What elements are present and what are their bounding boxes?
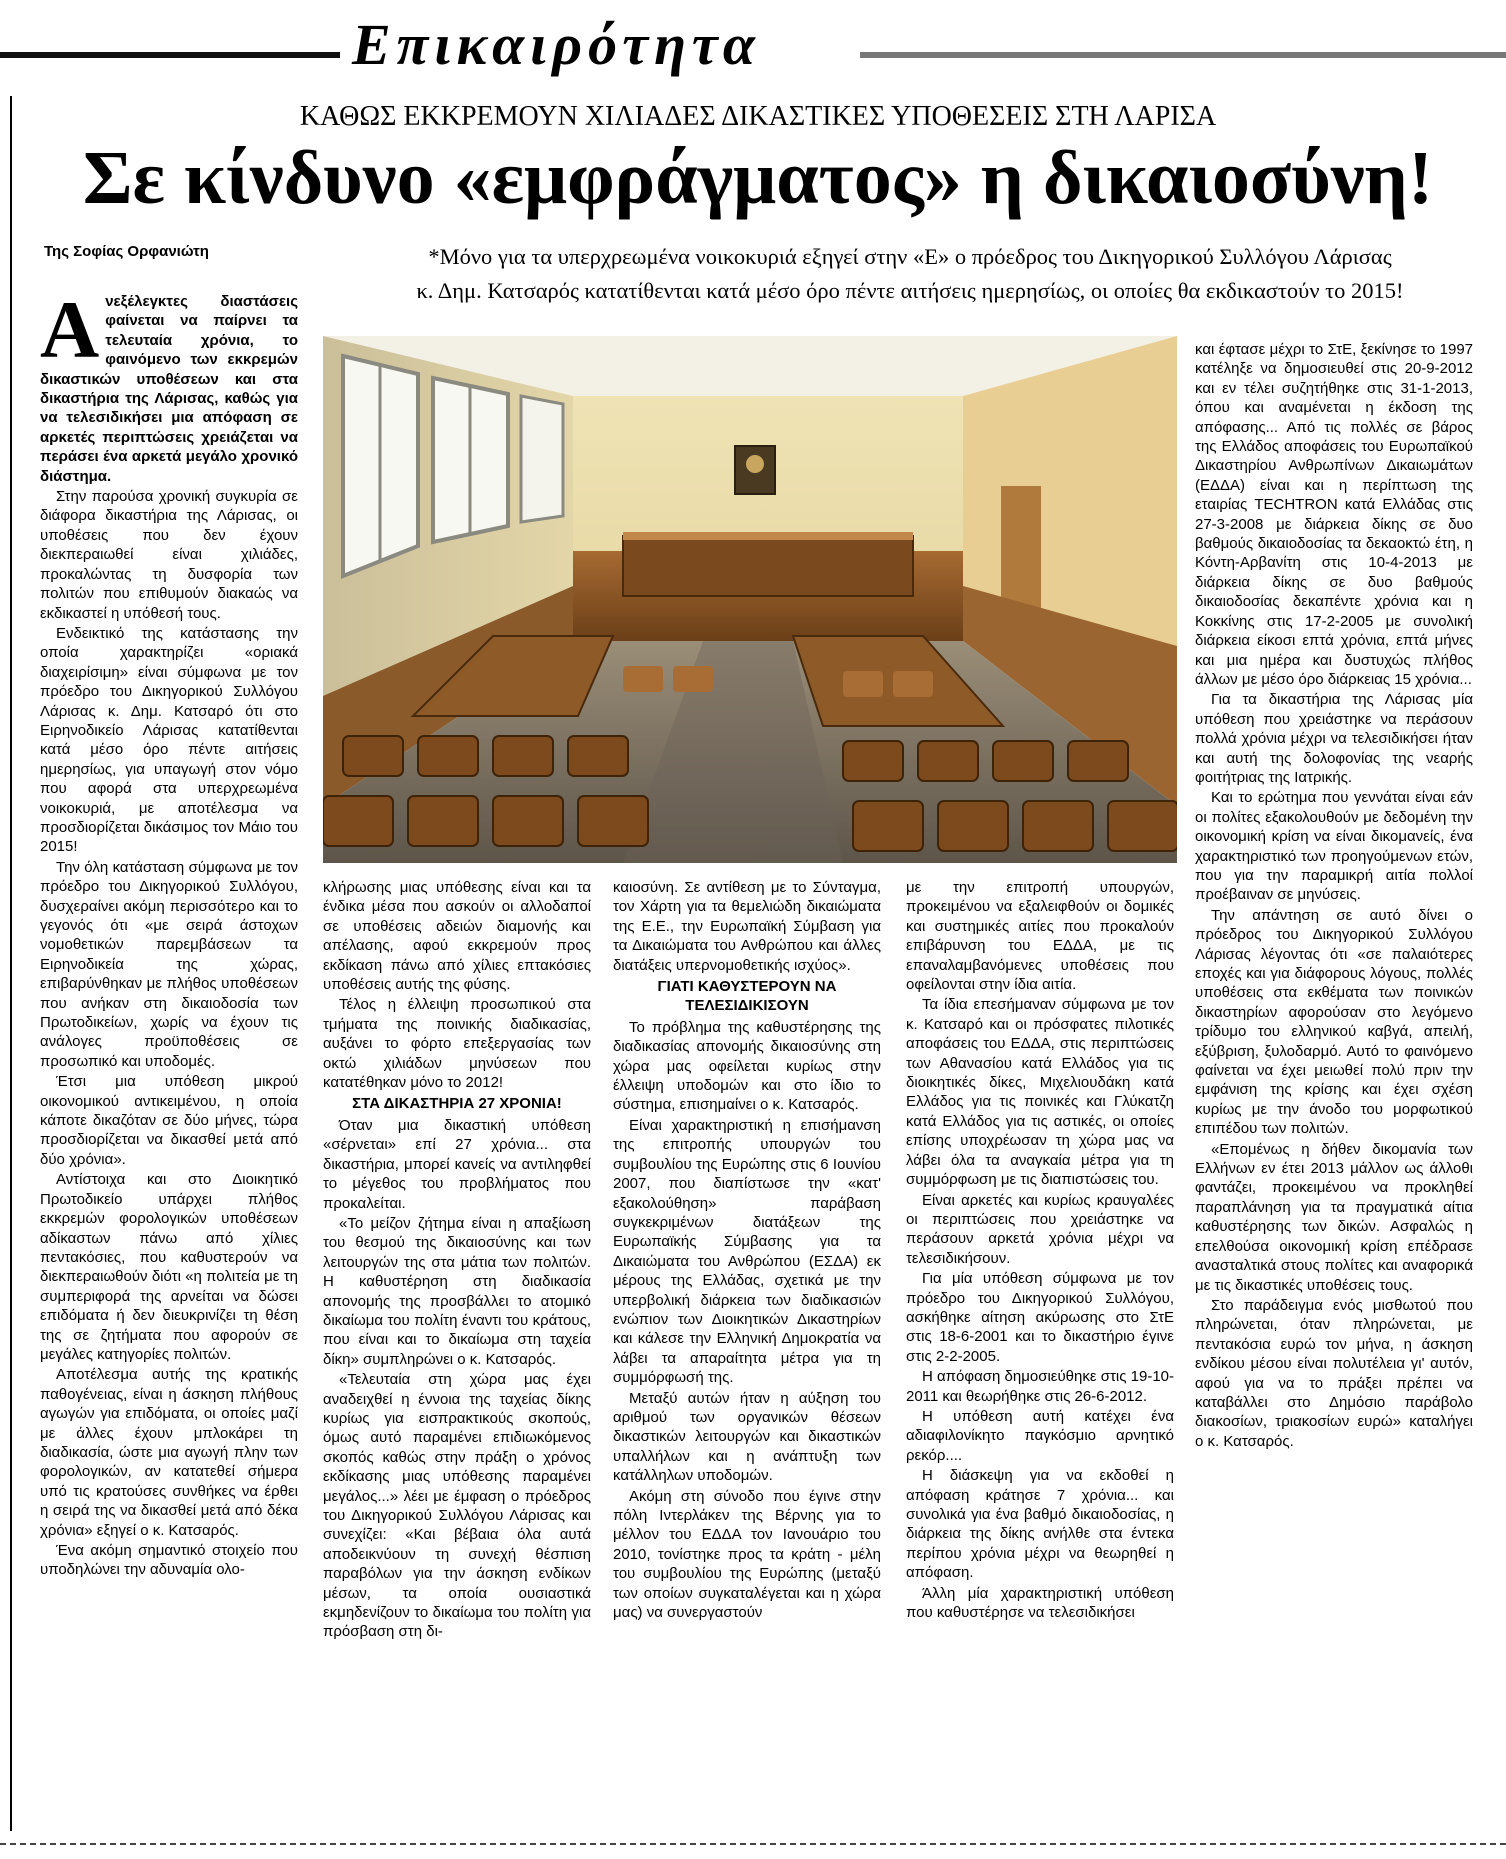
lead-paragraph xyxy=(40,284,298,486)
paragraph: Στην παρούσα χρονική συγκυρία σε διάφορα δικαστήρια της Λάρισας, οι υποθέσεις που δεν έχουν διεκπεραιωθεί είναι χιλιάδες, προκαλώντας τη δυσφορία των πολιτών που επιθυμούν διακαώς να εκδικαστεί η υπόθεσή τους. xyxy=(40,488,298,622)
article-column-1 xyxy=(40,284,298,1830)
paragraph: Την όλη κατάσταση σύμφωνα με τον πρόεδρο του Δικηγορικού Συλλόγου, δυσχεραίνει ακόμη περισσότερο και το γεγονός ότι «με σειρά άστοχων νομοθετικών παρεμβάσεων τα Ειρηνοδικεία της χώρας, επιβαρύνθηκαν με πλήθος υποθέσεων που ανήκαν στη δικαιοδοσία των Πρωτοδικείων, χωρίς να έχουν τις ανάλογες προϋποθέσεις σε προσωπικό και υποδομές. xyxy=(40,858,298,1070)
header-rule-right xyxy=(860,52,1506,58)
column-divider-left xyxy=(10,96,12,1831)
paragraph: Έτσι μια υπόθεση μικρού οικονομικού αντικειμένου, η οποία κάποτε δικαζόταν σε δύο μήνες, τώρα προσδιορίζεται να δικασθεί μετά από δύο χρόνια». xyxy=(40,1073,298,1168)
paragraph: Η διάσκεψη για να εκδοθεί η απόφαση κράτησε 7 χρόνια... και συνολικά για ένα βαθμό δικαιοδοσίας, η διάρκεια της δίκης ανήλθε στα έντεκα περίπου χρόνια μέχρι να θεωρηθεί η απόφαση. xyxy=(906,1467,1174,1582)
paragraph: Ένα ακόμη σημαντικό στοιχείο που υποδηλώνει την αδυναμία ολο- xyxy=(40,1542,298,1579)
paragraph: Και το ερώτημα που γεννάται είναι εάν οι πολίτες εξακολουθούν με δεδομένη την οικονομική κρίση να είναι δικομανείς, ένα χαρακτηριστικό των προηγούμενων ετών, που για την παραμικρή αιτία πολλοί προέβαιναν σε μηνύσεις. xyxy=(1195,789,1473,904)
paragraph: Τα ίδια επεσήμαναν σύμφωνα με τον κ. Κατσαρό και οι πρόσφατες πιλοτικές αποφάσεις του ΕΔΔΑ, στις περιπτώσεις των Αθανασίου κατά Ελλάδος για τις διοικητικές δίκες, Μιχελιουδάκη κατά Ελλάδος για τις ποινικές και Γλύκατζη κατά Ελλάδος για τις αστικές, οι οποίες επίσης υποχρέωσαν τη χώρα μας να λάβει όλα τα αναγκαία μέτρα για τη συμμόρφωση με τις διαπιστώσεις του. xyxy=(906,996,1174,1189)
subheading: ΓΙΑΤΙ ΚΑΘΥΣΤΕΡΟΥΝ ΝΑ ΤΕΛΕΣΙΔΙΚΙΣΟΥΝ xyxy=(657,978,837,1015)
article-column-2 xyxy=(323,878,591,1838)
paragraph: Ενδεικτικό της κατάστασης την οποία χαρακτηρίζει «οριακά διαχειρίσιμη» είναι σύμφωνα με τον πρόεδρο του Δικηγορικού Συλλόγου Λάρισας κ. Δημ. Κατσαρό ότι στο Ειρηνοδικείο Λάρισας κατατίθενται κατά μέσο όρο πέντε αιτήσεις ημερησίως, για υπαγωγή στον νόμο που αφορά στα υπερχρεωμένα νοικοκυριά, με αποτέλεσμα να προσδιορίζεται δικάσιμος τον Μάιο του 2015! xyxy=(40,624,298,856)
paragraph: Ακόμη στη σύνοδο που έγινε στην πόλη Ιντερλάκεν της Βέρνης για το μέλλον του ΕΔΔΑ τον Ιανουάριο του 2010, τονίστηκε προς τα κράτη - μέλη του συμβουλίου της Ευρώπης (μεταξύ των οποίων συγκαταλέγεται και η χώρα μας) να συνεργαστούν xyxy=(613,1487,881,1622)
paragraph: Για μία υπόθεση σύμφωνα με τον πρόεδρο του Δικηγορικού Συλλόγου, ασκήθηκε αίτηση ακύρωσης στο ΣτΕ στις 18-6-2001 και το δικαστήριο έγινε στις 2-2-2005. xyxy=(906,1270,1174,1365)
header-rule-left xyxy=(0,52,340,58)
article-column-3 xyxy=(613,878,881,1838)
paragraph: Στο παράδειγμα ενός μισθωτού που πληρώνεται, όταν πληρώνεται, με πεντακόσια ευρώ τον μήνα, η άσκηση ενδίκου μέσου είναι πολυτέλεια γι' αυτόν, αφού για να το πράξει πρέπει να καταβάλλει στο Δημόσιο παράβολο διακοσίων, τριακοσίων ευρώ» καταλήγει ο κ. Κατσαρός. xyxy=(1195,1296,1473,1450)
courtroom-photo xyxy=(323,336,1177,863)
subhead-line: *Μόνο για τα υπερχρεωμένα νοικοκυριά εξηγεί στην «Ε» ο πρόεδρος του Δικηγορικού Συλλόγου Λάρισας xyxy=(428,244,1392,269)
paragraph: Το πρόβλημα της καθυστέρησης της διαδικασίας απονομής δικαιοσύνης στη χώρα μας οφείλεται κυρίως στην έλλειψη υποδομών και στο ίδιο το σύστημα, επισημαίνει ο κ. Κατσαρός. xyxy=(613,1018,881,1114)
paragraph: Άλλη μία χαρακτηριστική υπόθεση που καθυστέρησε να τελεσιδικήσει xyxy=(906,1584,1174,1622)
article-subhead xyxy=(330,240,1490,308)
paragraph: «Το μείζον ζήτημα είναι η απαξίωση του θεσμού της δικαιοσύνης και των λειτουργών της στα μάτια των πολιτών. Η καθυστέρηση στη διαδικασία απονομής της προσβάλλει το ατομικό δικαίωμα του πολίτη έναντι του κράτους, που είναι και το δικαίωμα στη ταχεία δίκη» συμπληρώνει ο κ. Κατσαρός. xyxy=(323,1214,591,1368)
article-headline: Σε κίνδυνο «εμφράγματος» η δικαιοσύνη! xyxy=(82,136,1434,220)
subhead-line: κ. Δημ. Κατσαρός κατατίθενται κατά μέσο όρο πέντε αιτήσεις ημερησίως, οι οποίες θα εκδικαστούν το 2015! xyxy=(416,278,1404,303)
courtroom-illustration xyxy=(323,336,1177,863)
paragraph: και έφτασε μέχρι το ΣτΕ, ξεκίνησε το 1997 κατέληξε να δημοσιευθεί στις 20-9-2012 και εν τέλει συζητήθηκε στις 31-1-2013, όπου και αναμένεται η έκδοση της απόφασης... Από τις πολλές σε βάρος της Ελλάδος αποφάσεις του Ευρωπαϊκού Δικαστηρίου Ανθρωπίνων Δικαιωμάτων (ΕΔΔΑ) είναι και η περίπτωση της εταιρίας TECHTRON κατά Ελλάδας στις 27-3-2008 με διάρκεια δίκης σε δυο βαθμούς δικαιοδοσίας τα δεκαοκτώ έτη, η Κόντη-Αρβανίτη στις 10-4-2013 με διάρκεια δίκης σε δυο βαθμούς δικαιοδοσίας δεκαπέντε χρόνια και η Κοκκίνης στις 17-2-2005 με συνολική διάρκεια είκοσι επτά χρόνια, επτά μήνες και μια ημέρα και δυστυχώς πλήθος άλλων με μέσο όρο διάρκειας 15 χρόνια... xyxy=(1195,341,1473,688)
drop-cap: Α xyxy=(40,284,100,375)
paragraph: κλήρωσης μιας υπόθεσης είναι και τα ένδικα μέσα που ασκούν οι αλλοδαποί σε υποθέσεις αδειών διαμονής και απέλασης, αφού εκκρεμούν προς εκδίκαση πάνω από χίλιες επτακόσιες υποθέσεις αυτής της φύσης. xyxy=(323,879,591,994)
paragraph: «Επομένως η δήθεν δικομανία των Ελλήνων εν έτει 2013 μάλλον ως άλλοθι φαντάζει, προκειμένου να προκληθεί παραπλάνηση για τα πραγματικά αίτια καθυστέρησης των δικών. Ασφαλώς η επελθούσα οικονομική κρίση επέδρασε ανασταλτικά στους πολίτες και αναφορικά με τις δικαστικές υποθέσεις τους. xyxy=(1195,1140,1473,1294)
paragraph: Όταν μια δικαστική υπόθεση «σέρνεται» επί 27 χρόνια... στα δικαστήρια, μπορεί κανείς να αντιληφθεί το μέγεθος του προβλήματος που προκαλείται. xyxy=(323,1116,591,1212)
paragraph: Αντίστοιχα και στο Διοικητικό Πρωτοδικείο υπάρχει πλήθος εκκρεμών φορολογικών υποθέσεων αδίκαστων πάνω από χίλιες πεντακόσιες, που καθυστερούν να διεκπεραιωθούν διότι «η πολιτεία με τη συμπεριφορά της αρνείται να δώσει επιδόματα ή δεν διευκρινίζει τη θέση της σε ζητήματα που αφορούν σε μεγάλες κατηγορίες πολιτών. xyxy=(40,1171,298,1363)
article-byline: Της Σοφίας Ορφανιώτη xyxy=(44,243,209,260)
paragraph: Αποτέλεσμα αυτής της κρατικής παθογένειας, είναι η άσκηση πλήθους αγωγών για επιδόματα, οι οποίες μαζί με άλλες έχουν μπλοκάρει τη διαδικασία, ώστε μια αγωγή πλην των φορολογικών, αν κατατεθεί σήμερα υπό τις κρατούσες συνθήκες να έρθει η σειρά της να δικασθεί μετά από δέκα χρόνια» εξηγεί ο κ. Κατσαρός. xyxy=(40,1366,298,1539)
paragraph: Μεταξύ αυτών ήταν η αύξηση του αριθμού των οργανικών θέσεων δικαστικών λειτουργών και δικαστικών υπαλλήλων και η ανάπτυξη των κατάλληλων υποδομών. xyxy=(613,1389,881,1485)
paragraph: Για τα δικαστήρια της Λάρισας μία υπόθεση που χρειάστηκε να περάσουν πολλά χρόνια μέχρι να τελεσιδικήσει ήταν και αυτή της δολοφονίας της νεαρής φοιτήτριας της Ιατρικής. xyxy=(1195,691,1473,786)
article-column-5 xyxy=(1195,340,1473,1840)
article-column-4 xyxy=(906,878,1174,1838)
paragraph: Τέλος η έλλειψη προσωπικού στα τμήματα της ποινικής διαδικασίας, αυξάνει το φόρτο επεξεργασίας των οκτώ χιλιάδων μηνύσεων που κατατέθηκαν μόνο το 2012! xyxy=(323,996,591,1092)
paragraph: Η απόφαση δημοσιεύθηκε στις 19-10-2011 και θεωρήθηκε στις 26-6-2012. xyxy=(906,1368,1174,1405)
paragraph: Η υπόθεση αυτή κατέχει ένα αδιαφιλονίκητο παγκόσμιο αρνητικό ρεκόρ.... xyxy=(906,1407,1174,1464)
section-title: Επικαιρότητα xyxy=(352,12,761,77)
lead-text: νεξέλεγκτες διαστάσεις φαίνεται να παίρνει τα τελευταία χρόνια, το φαινόμενο των εκκρεμών δικαστικών υποθέσεων και στα δικαστήρια της Λάρισας, καθώς για να τελεσιδικήσει μια απόφαση σε αρκετές περιπτώσεις χρειάζεται να περάσει ένα αρκετά μεγάλο χρονικό διάστημα. xyxy=(40,293,298,485)
paragraph: με την επιτροπή υπουργών, προκειμένου να εξαλειφθούν οι δομικές και συστημικές αιτίες που προκαλούν επιβάρυνση του ΕΔΔΑ, με τις επαναλαμβανόμενες υποθέσεις που οφείλονται στην ίδια αιτία. xyxy=(906,879,1174,994)
article-kicker: ΚΑΘΩΣ ΕΚΚΡΕΜΟΥΝ ΧΙΛΙΑΔΕΣ ΔΙΚΑΣΤΙΚΕΣ ΥΠΟΘΕΣΕΙΣ ΣΤΗ ΛΑΡΙΣΑ xyxy=(299,101,1217,132)
paragraph: Είναι αρκετές και κυρίως κραυγαλέες οι περιπτώσεις που χρειάστηκε να περάσουν αρκετά χρόνια μέχρι να τελεσιδικήσουν. xyxy=(906,1191,1174,1267)
paragraph: καιοσύνη. Σε αντίθεση με το Σύνταγμα, τον Χάρτη για τα θεμελιώδη δικαιώματα της Ε.Ε., την Ευρωπαϊκή Σύμβαση για τα Δικαιώματα του Ανθρώπου και άλλες διατάξεις υπερνομοθετικής ισχύος». xyxy=(613,879,881,974)
paragraph: «Τελευταία στη χώρα μας έχει αναδειχθεί η έννοια της ταχείας δίκης κυρίως για εισπρακτικούς σκοπούς, όμως αυτό παραμένει επιδιωκόμενος σκοπός καθώς στην πράξη ο χρόνος εκδίκασης μιας υπόθεσης παραμένει μεγάλος...» λέει με έμφαση ο πρόεδρος του Δικηγορικού Συλλόγου Λάρισας και συνεχίζει: «Και βέβαια όλα αυτά αποδεικνύουν τη συνεχή θέσπιση παραβόλων για την άσκηση ενδίκων μέσων, τα οποία ουσιαστικά εκμηδενίζουν το δικαίωμα του πολίτη για πρόσβαση στη δι- xyxy=(323,1371,591,1641)
paragraph: Είναι χαρακτηριστική η επισήμανση της επιτροπής υπουργών του συμβουλίου της Ευρώπης στις 6 Ιουνίου 2007, που διαπίστωσε την «κατ' εξακολούθηση» παράβαση συγκεκριμένων διατάξεων της Ευρωπαϊκής Σύμβασης για τα Δικαιώματα του Ανθρώπου (ΕΣΔΑ) εκ μέρους της Ελλάδας, σχετικά με την υπερβολική διάρκεια των διαδικασιών ενώπιον των Διοικητικών Δικαστηρίων και κάλεσε την Ελληνική Δημοκρατία να λάβει τα απαραίτητα μέτρα για τη συμμόρφωσή της. xyxy=(613,1116,881,1387)
bottom-dashed-rule xyxy=(0,1843,1506,1845)
paragraph: Την απάντηση σε αυτό δίνει ο πρόεδρος του Δικηγορικού Συλλόγου Λάρισας λέγοντας ότι «σε παλαιότερες εποχές και για διάφορους λόγους, πολλές υποθέσεις στα εκθέματα των ποινικών δικαστηρίων αφορούσαν στο λεγόμενο τρίδυμο του ελληνικού καβγά, απειλή, εξύβριση, ξυλοδαρμό. Αυτό το φαινόμενο φαίνεται να έχει μειωθεί πολύ πριν την εμφάνιση της κρίσης και έχει σχέση κυρίως με την άνοδο του μορφωτικού επιπέδου των πολιτών. xyxy=(1195,906,1473,1138)
subheading: ΣΤΑ ΔΙΚΑΣΤΗΡΙΑ 27 ΧΡΟΝΙΑ! xyxy=(352,1095,562,1113)
